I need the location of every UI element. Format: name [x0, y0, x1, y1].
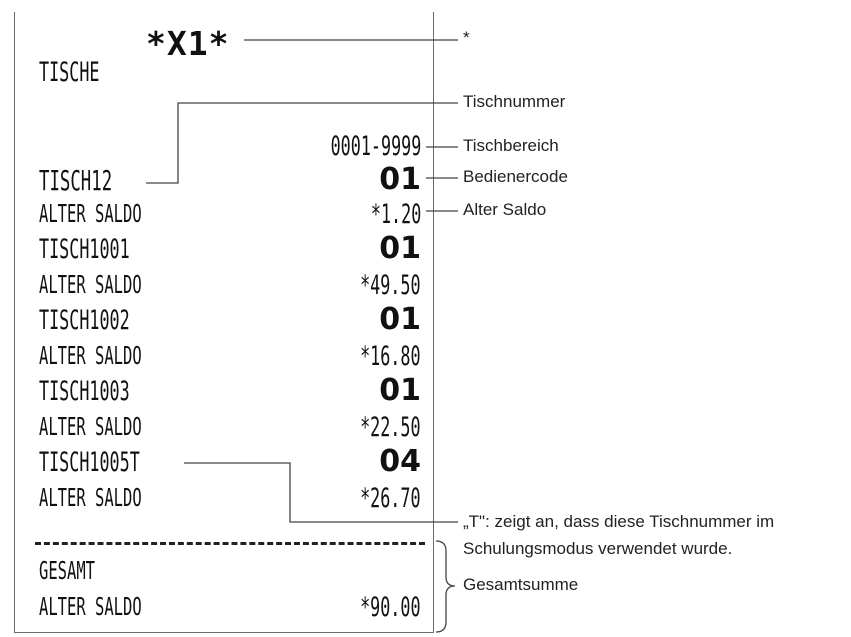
old-balance-label-2: ALTER SALDO [39, 270, 142, 299]
old-balance-label-1: ALTER SALDO [39, 199, 142, 228]
table-name-5: TISCH1005T [39, 447, 140, 478]
annotation-star: * [463, 28, 470, 47]
old-balance-amount-1: *1.20 [370, 199, 421, 230]
brace-grand-total [436, 541, 455, 632]
table-name-3: TISCH1002 [39, 305, 130, 336]
annotation-table-number: Tischnummer [463, 92, 566, 111]
annotation-training-line2: Schulungsmodus verwendet wurde. [463, 539, 733, 558]
operator-code-4: 01 [379, 373, 421, 408]
total-amount: *90.00 [360, 592, 421, 623]
table-range: 0001-9999 [330, 131, 421, 162]
operator-code-5: 04 [379, 444, 421, 479]
old-balance-label-5: ALTER SALDO [39, 483, 142, 512]
operator-code-2: 01 [379, 231, 421, 266]
annotation-table-range: Tischbereich [463, 136, 559, 155]
annotation-training-line1: „T": zeigt an, dass diese Tischnummer im [463, 512, 775, 531]
old-balance-amount-4: *22.50 [360, 412, 421, 443]
old-balance-amount-3: *16.80 [360, 341, 421, 372]
report-title: *X1* [146, 24, 230, 63]
table-name-2: TISCH1001 [39, 234, 130, 265]
old-balance-label-4: ALTER SALDO [39, 412, 142, 441]
leader-training [184, 463, 458, 522]
report-heading: TISCHE [39, 57, 100, 88]
operator-code-1: 01 [379, 162, 421, 197]
old-balance-amount-5: *26.70 [360, 483, 421, 514]
annotation-grand-total: Gesamtsumme [463, 575, 579, 594]
old-balance-label-3: ALTER SALDO [39, 341, 142, 370]
leader-table-number [146, 103, 458, 183]
table-name-1: TISCH12 [39, 164, 113, 197]
old-balance-amount-2: *49.50 [360, 270, 421, 301]
total-label: ALTER SALDO [39, 592, 142, 621]
annotation-old-balance: Alter Saldo [463, 200, 547, 219]
total-heading: GESAMT [39, 556, 95, 585]
annotation-operator-code: Bedienercode [463, 167, 568, 186]
operator-code-3: 01 [379, 302, 421, 337]
table-name-4: TISCH1003 [39, 376, 130, 407]
